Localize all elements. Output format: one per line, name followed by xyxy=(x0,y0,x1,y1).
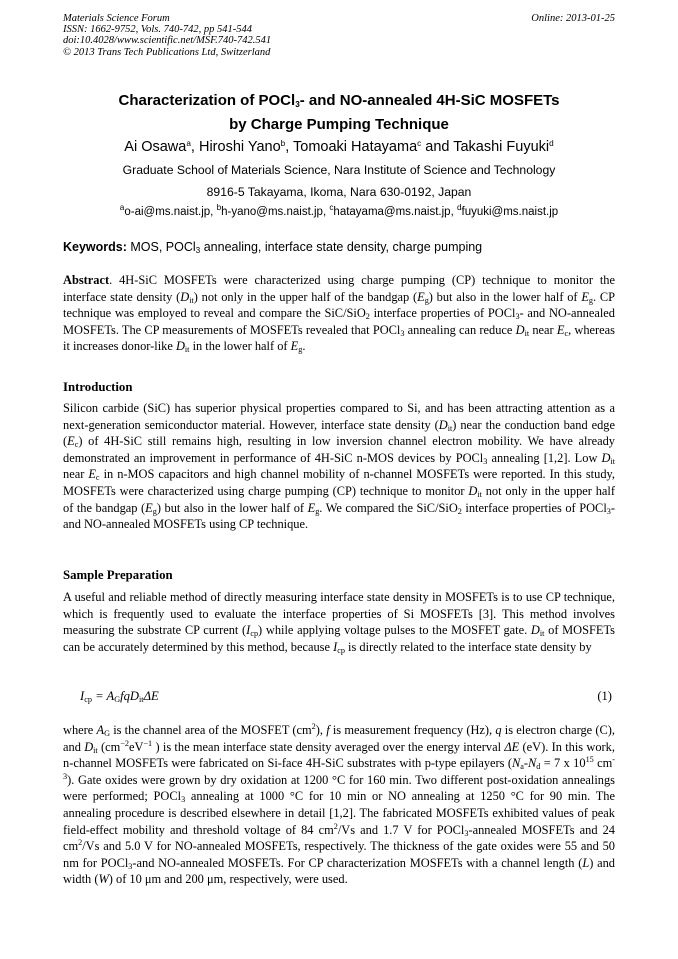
keywords-line: Keywords: MOS, POCl$_3$ annealing, interface state density, charge pumping xyxy=(63,240,483,255)
equation-number: (1) xyxy=(597,689,612,703)
abstract-label: Abstract xyxy=(63,273,110,287)
online-date: Online: 2013-01-25 xyxy=(531,13,615,24)
author-name: Hiroshi Yano xyxy=(198,139,281,155)
sample-preparation-heading: Sample Preparation xyxy=(63,568,173,582)
email-address: hatayama@ms.naist.jp xyxy=(333,206,451,218)
paper-title-line-2: by Charge Pumping Technique xyxy=(229,116,449,133)
email-address: h-yano@ms.naist.jp xyxy=(221,206,323,218)
author-list: Ai Osawa$^a$, Hiroshi Yano$^b$, Tomoaki Hatayama$^c$ and Takashi Fuyuki$^d$ xyxy=(124,139,554,155)
author-emails[interactable]: $^a$o-ai@ms.naist.jp, $^b$h-yano@ms.naist.jp, $^c$hatayama@ms.naist.jp, $^d$fuyuki@ms.naist.jp xyxy=(119,203,559,218)
doi-line[interactable]: doi:10.4028/www.scientific.net/MSF.740-742.541 xyxy=(63,35,272,47)
email-address: o-ai@ms.naist.jp xyxy=(124,206,211,218)
issn-line: ISSN: 1662-9752, Vols. 740-742, pp 541-544 xyxy=(63,24,252,36)
affiliation-line-1: Graduate School of Materials Science, Nara Institute of Science and Technology xyxy=(122,163,556,177)
author-name: Tomoaki Hatayama xyxy=(293,139,418,155)
introduction-heading: Introduction xyxy=(63,380,133,394)
abstract-paragraph: Abstract. 4H-SiC MOSFETs were characterized using charge pumping (CP) technique to monitor the interface state density $(D_{it})$ not only in the upper half of the bandgap $(E_g)$ but also in the lower half of $E_g$. CP technique was employed to reveal and compare the SiC/SiO$_2$ interface properties of POCl$_3$- and NO-annealed MOSFETs. The CP measurements of MOSFETs revealed that POCl$_3$ annealing can reduce $D_{it}$ near $E_c$, whereas it increases donor-like $D_{it}$ in the lower half of $E_g$. xyxy=(63,273,616,355)
introduction-paragraph: Silicon carbide (SiC) has superior physical properties compared to Si, and has been attracting attention as a next-generation semiconductor material. However, interface state density $(D_{it})$ near the conduction band edge $(E_c)$ of 4H-SiC still remains high, resulting in low inversion channel electron mobility. We have already demonstrated an improvement in performance of 4H-SiC n-MOS devices by POCl$_3$ annealing [1,2]. Low $D_{it}$ near $E_c$ in n-MOS capacitors and high channel mobility of n-channel MOSFETs were reported. In this study, MOSFETs were characterized using charge pumping (CP) technique to monitor $D_{it}$ not only in the upper half of the bandgap $(E_g)$ but also in the lower half of $E_g$. We compared the SiC/SiO$_2$ interface properties of POCl$_3$- and NO-annealed MOSFETs using CP technique. xyxy=(63,401,616,532)
methods-paragraph: where $A_G$ is the channel area of the MOSFET $(cm^2)$, f is measurement frequency (Hz), q is electron charge (C), and $D_{it}$ ($cm^{-2}eV^{-1}$ ) is the mean interface state density averaged over the energy interval ΔE (eV). In this work, n-channel MOSFETs were fabricated on Si-face 4H-SiC substrates with p-type epilayers ($N_a-N_d = 7$ x $10^{15}$ $cm^{-3}$). Gate oxides were grown by dry oxidation at 1200 °C for 160 min. Two different post-oxidation annealings were performed; POCl$_3$ annealing at 1000 °C for 10 min or NO annealing at 1250 °C for 90 min. The annealing procedure is described elsewhere in detail [1,2]. The fabricated MOSFETs exhibited values of peak field-effect mobility and threshold voltage of 84 $cm^2/Vs$ and 1.7 V for POCl$_3$-annealed MOSFETs and 24 $cm^2/Vs$ and 5.0 V for NO-annealed MOSFETs, respectively. The thickness of the gate oxides were 55 and 50 nm for POCl$_3$-and NO-annealed MOSFETs. For CP characterization MOSFETs with a channel length (L) and width (W) of 10 μm and 200 μm, respectively, were used. xyxy=(63,722,616,887)
copyright-line: © 2013 Trans Tech Publications Ltd, Switzerland xyxy=(63,46,271,58)
author-name: Ai Osawa xyxy=(124,139,187,155)
equation-1: $I_{cp} = A_GfqD_{it}\Delta E$ xyxy=(80,689,159,704)
journal-name: Materials Science Forum xyxy=(63,13,170,24)
author-name: Takashi Fuyuki xyxy=(453,139,550,155)
affiliation-line-2: 8916-5 Takayama, Ikoma, Nara 630-0192, Japan xyxy=(206,185,472,199)
email-address: fuyuki@ms.naist.jp xyxy=(461,206,559,218)
sample-preparation-paragraph: A useful and reliable method of directly measuring interface state density in MOSFETs is to use CP technique, which is frequently used to evaluate the interface properties of Si MOSFETs [3]. This method involves measuring the substrate CP current $(I_{cp})$ while applying voltage pulses to the MOSFET gate. $D_{it}$ of MOSFETs can be accurately determined by this method, because $I_{cp}$ is directly related to the interface state density by xyxy=(63,590,615,655)
paper-title-line-1: Characterization of POCl$_3$- and NO-annealed 4H-SiC MOSFETs xyxy=(118,92,560,109)
journal-header xyxy=(63,13,271,58)
